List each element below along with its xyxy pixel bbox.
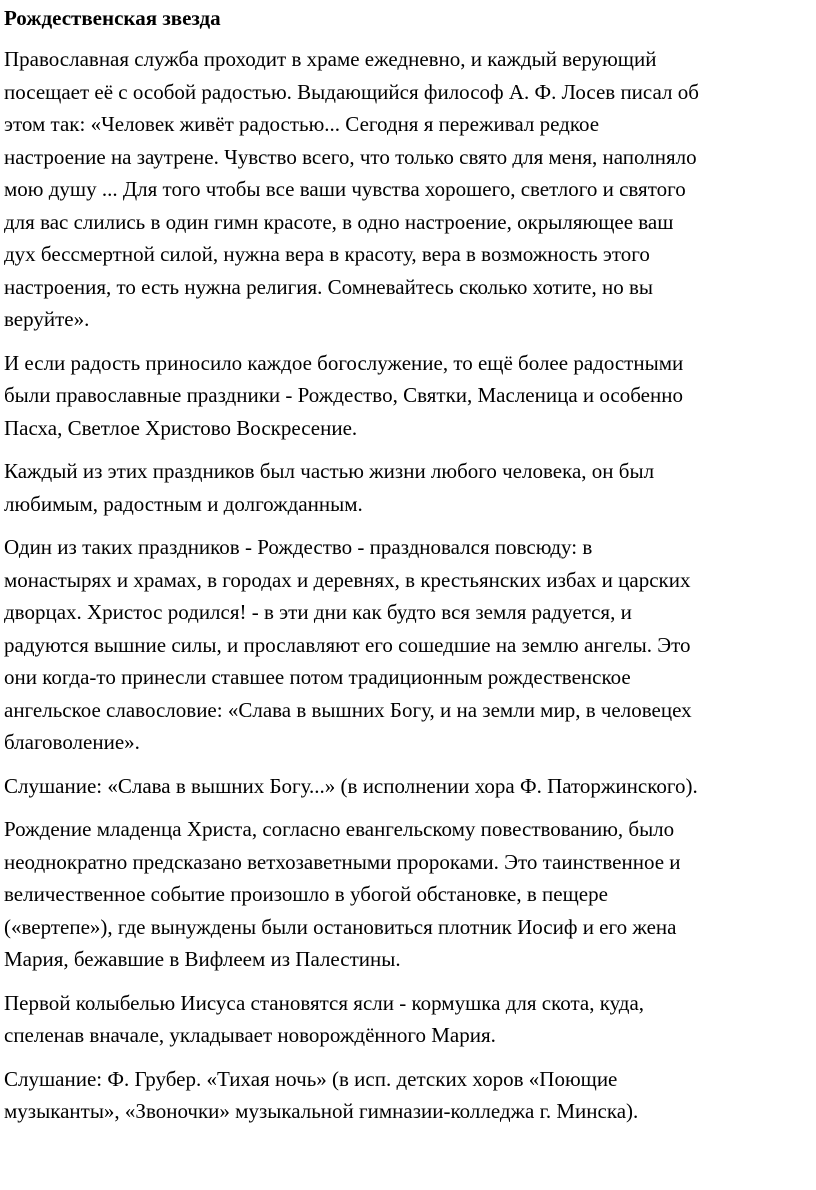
text-line: музыканты», «Звоночки» музыкальной гимназии-колледжа г. Минска). [4,1099,639,1123]
text-line: Слушание: «Слава в вышних Богу...» (в исполнении хора Ф. Паторжинского). [4,773,698,798]
text-line: радуются вышние силы, и прославляют его сошедшие на землю ангелы. Это [4,632,691,657]
text-line: мою душу ... Для того чтобы все ваши чувства хорошего, светлого и святого [4,177,686,201]
text-line: настроение на заутрене. Чувство всего, что только свято для меня, наполняло [4,144,697,169]
text-line: монастырях и храмах, в городах и деревнях, в крестьянских избах и царских [4,567,691,592]
text-line: Пасха, Светлое Христово Воскресение. [4,415,358,440]
text-line: дворцах. Христос родился! - в эти дни как будто вся земля радуется, и [4,600,632,624]
text-line: Первой колыбелью Иисуса становятся ясли - кормушка для скота, куда, [4,990,645,1015]
text-line: Слушание: Ф. Грубер. «Тихая ночь» (в исп. детских хоров «Поющие [4,1066,618,1091]
paragraph [4,43,812,336]
text-line: веруйте». [4,307,90,331]
text-line: Мария, бежавшие в Вифлеем из Палестины. [4,947,401,971]
text-line: («вертепе»), где вынуждены были остановиться плотник Иосиф и его жена [4,914,677,939]
text-line: неоднократно предсказано ветхозаветными пророками. Это таинственное и [4,849,681,874]
text-line: спеленав вначале, укладывает новорождённого Мария. [4,1023,496,1047]
text-line: величественное событие произошло в убогой обстановке, в пещере [4,882,608,906]
text-line: для вас слились в один гимн красоте, в одно настроение, окрыляющее ваш [4,209,674,234]
text-line: этом так: «Человек живёт радостью... Сегодня я переживал редкое [4,112,600,136]
paragraph [4,531,812,759]
text-line: И если радость приносило каждое богослужение, то ещё более радостными [4,350,684,375]
text-line: благоволение». [4,730,140,754]
text-line: дух бессмертной силой, нужна вера в красоту, вера в возможность этого [4,242,650,266]
text-line: настроения, то есть нужна религия. Сомневайтесь сколько хотите, но вы [4,274,653,299]
paragraph [4,813,812,976]
paragraph [4,987,812,1052]
paragraph [4,347,812,445]
paragraph [4,770,812,803]
paragraph [4,455,812,520]
text-line: любимым, радостным и долгожданным. [4,491,363,516]
text-line: посещает её с особой радостью. Выдающийся философ А. Ф. Лосев писал об [4,79,699,104]
document-title: Рождественская звезда [4,6,221,30]
text-line: они когда-то принесли ставшее потом традиционным рождественское [4,665,631,689]
text-line: были православные праздники - Рождество, Святки, Масленица и особенно [4,383,683,407]
text-line: ангельское славословие: «Слава в вышних Богу, и на земли мир, в человецех [4,697,692,722]
text-line: Каждый из этих праздников был частью жизни любого человека, он был [4,459,655,483]
text-line: Рождение младенца Христа, согласно евангельскому повествованию, было [4,817,675,841]
text-line: Один из таких праздников - Рождество - праздновался повсюду: в [4,535,593,559]
paragraph [4,1063,812,1128]
text-line: Православная служба проходит в храме ежедневно, и каждый верующий [4,47,657,71]
